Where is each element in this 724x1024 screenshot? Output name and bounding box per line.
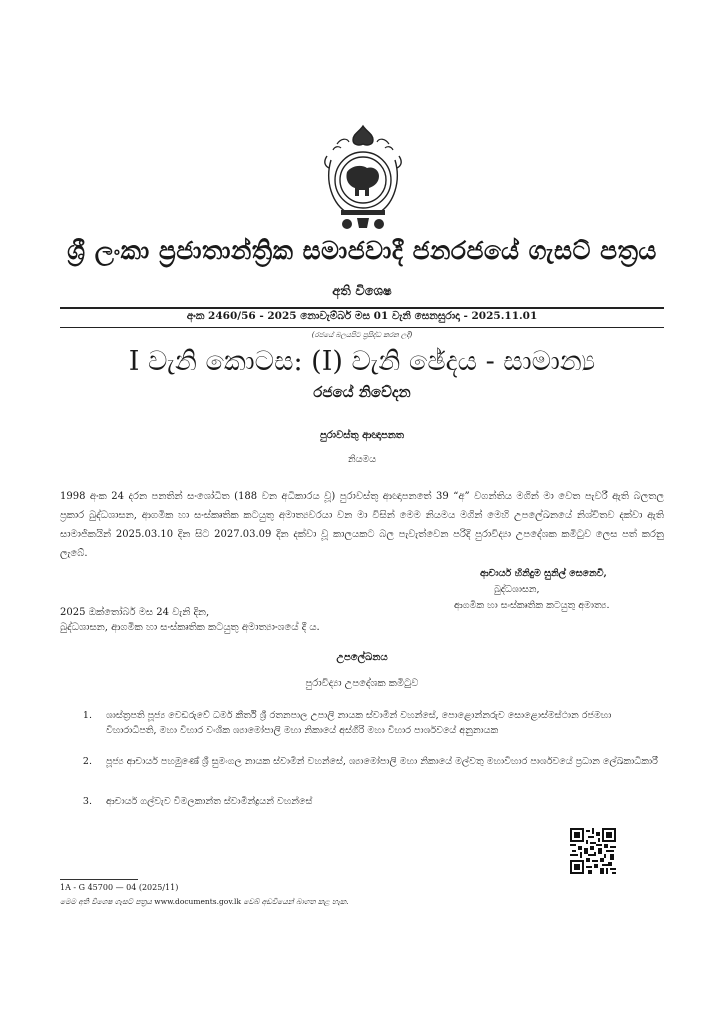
qr-code-icon — [570, 828, 616, 874]
notice-body: 1998 අංක 24 දරන පනතින් සංශෝධිත (188 වන අධිකාරය වූ) පුරාවස්තු ආඥාපනතේ 39 “අ” වගන්තිය මගින් මා වෙත පැවරී ඇති බලතල ප්‍රකාර බුද්ධශාසන, ආගමික හා සංස්කෘතික කටයුතු අමාත්‍යවරයා වන මා විසින් මෙම නියමය මගින් මෙහි උපලේඛනයේ නිශ්චිතව දක්වා ඇති සාමාජිකයින් 2025.03.10 දින සිට 2027.03.09 දින දක්වා වූ කාලයකට බල පැවැත්වෙන පරිදි පුරාවිද්‍යා උපදේශක කමිටුව ලෙස පත් කරනු ලැබේ. — [60, 491, 664, 559]
divider — [60, 327, 664, 328]
signer-name: ආචාර්ය හිනිදුම සුනිල් සෙනෙවි, — [480, 568, 607, 579]
date-block — [60, 605, 480, 635]
regulation-label: නියමය — [347, 454, 377, 465]
gazette-title: ශ්‍රී ලංකා ප්‍රජාතාන්ත්‍රික සමාජවාදී ජනරජයේ ගැසට් පත්‍රය — [67, 236, 657, 265]
national-emblem-icon — [317, 120, 409, 232]
footer-note-text: වෙබ් අඩවියෙන් බාගත කළ හැක. — [243, 897, 349, 906]
date-line: 2025 ඔක්තෝබර් මස 24 වැනි දින, — [60, 607, 210, 618]
item-text: ආචාර්ය ගල්වැව විමලකාන්ත ස්වාමීන්ද්‍රයන් වහන්සේ — [106, 796, 313, 807]
footer-note — [60, 897, 349, 907]
item-number: 3. — [82, 796, 92, 807]
item-text: ශාස්ත්‍රපති පූජ්‍ය වෙඩරුවේ ධර්ම කීර්ති ශ්‍රී රතනපාල උපාලි නායක ස්වාමීන් වහන්සේ, පොළොන්නරුව සොළොස්මස්ථාන රජමහා විහාරාධිපති, මහා විහාර වංශික ශ්‍යාමෝපාලි මහා නිකායේ අස්ගිරි මහා විහාර පාර්ශවයේ අනුනායක — [106, 710, 612, 736]
gazette-subtitle: අති විශෙෂ — [332, 284, 392, 299]
committee-title: පුරාවිද්‍යා උපදේශක කමිටුව — [305, 678, 419, 689]
website-link[interactable]: www.documents.gov.lk — [154, 897, 241, 906]
item-text: පූජ්‍ය ආචාර්ය පහමුණේ ශ්‍රී සුමංගල නායක ස්වාමීන් වහන්සේ, ශ්‍යාමෝපාලි මහා නිකායේ මල්වතු මහාවිහාර පාර්ශවයේ ප්‍රධාන ලේඛකාධිකාරී — [106, 756, 658, 767]
footer-note-text: මෙම අති විශෙෂ ගැසට් පත්‍රය — [60, 897, 152, 906]
act-name: පුරාවස්තු ආඥාපනත — [319, 430, 404, 441]
print-code: 1A - G 45700 — 04 (2025/11) — [60, 883, 179, 892]
part-heading: I වැනි කොටස: (I) වැනි ඡේදය - සාමාන්‍ය — [128, 346, 596, 377]
divider — [60, 307, 664, 309]
signer-title: බුද්ධශාසන, — [494, 584, 540, 595]
authority-note: (රජයේ බලයපිට ප්‍රසිද්ධ කරන ලදී) — [311, 331, 413, 339]
item-number: 2. — [82, 756, 92, 767]
place-line: බුද්ධශාසන, ආගමික හා සංස්කෘතික කටයුතු අමාත්‍යාංශයේ දී ය. — [60, 622, 320, 633]
section-heading: රජයේ නිවේදන — [313, 383, 411, 401]
item-number: 1. — [82, 710, 92, 721]
signer-title: ආගමික හා සංස්කෘතික කටයුතු අමාත්‍ය. — [454, 600, 610, 611]
footer-divider — [60, 879, 138, 880]
issue-line: අංක 2460/56 - 2025 නොවැම්බර් මස 01 වැනි සෙනසුරාදා - 2025.11.01 — [186, 310, 538, 322]
signature-block — [454, 566, 680, 614]
schedule-title: උපලේඛනය — [336, 652, 388, 663]
